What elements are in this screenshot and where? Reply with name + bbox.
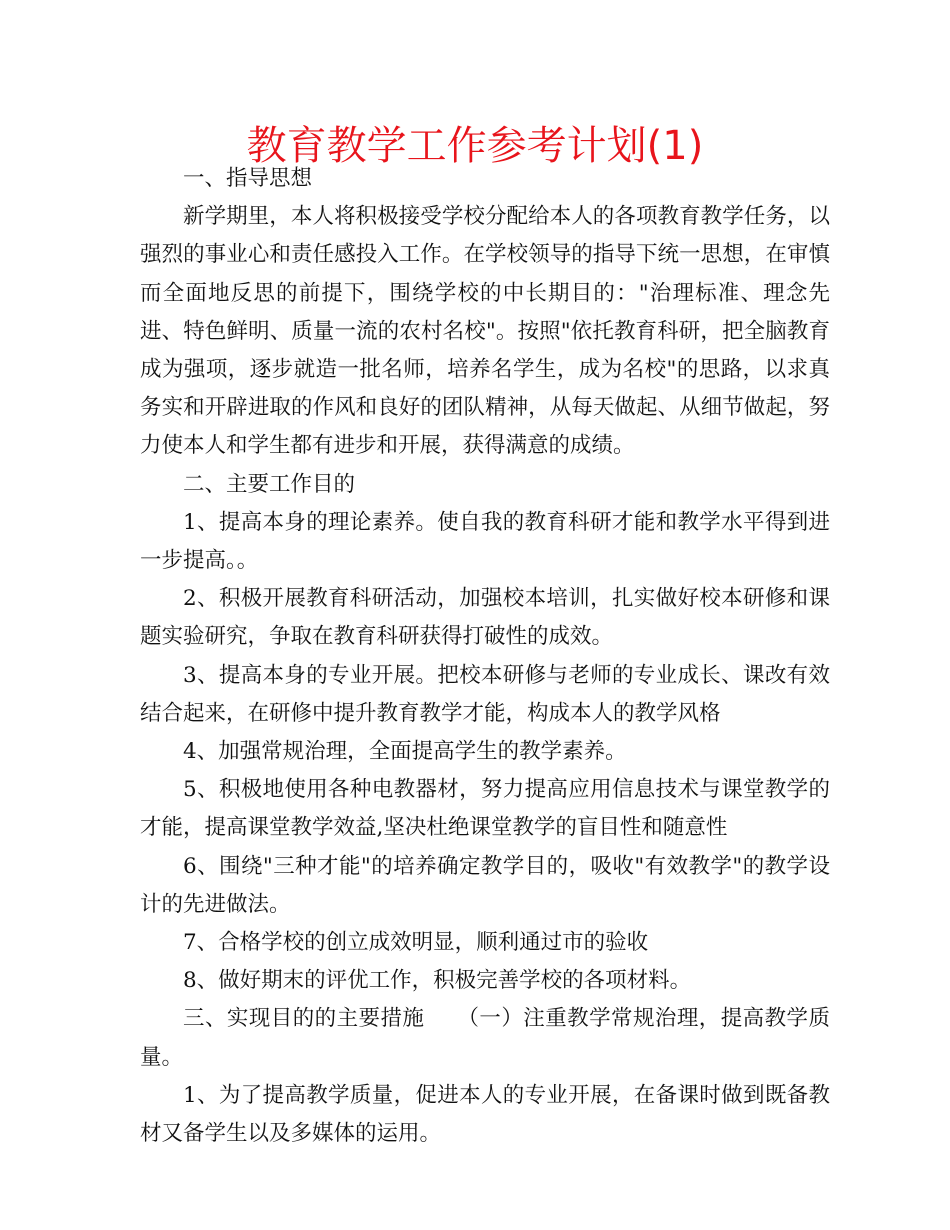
document-title: 教育教学工作参考计划(1) (246, 123, 704, 169)
section-heading-main-goals: 二、主要工作目的 (183, 471, 356, 497)
measure-item: 1、为了提高教学质量，促进本人的专业开展，在备课时做到既备教材又备学生以及多媒体的运用。 (140, 1082, 830, 1147)
goal-item: 2、积极开展教育科研活动，加强校本培训，扎实做好校本研修和课题实验研究，争取在教育科研获得打破性的成效。 (140, 586, 830, 650)
goal-item: 4、加强常规治理，全面提高学生的教学素养。 (183, 739, 627, 765)
goal-item: 1、提高本身的理论素养。使自我的教育科研才能和教学水平得到进一步提高。。 (140, 509, 830, 574)
goal-item: 6、围绕"三种才能"的培养确定教学目的，吸收"有效教学"的教学设计的先进做法。 (140, 853, 830, 917)
goal-item: 7、合格学校的创立成效明显，顺利通过市的验收 (183, 930, 649, 956)
document-body (140, 160, 830, 1153)
section-heading-measures: 三、实现目的的主要措施 （一）注重教学常规治理，提高教学质量。 (140, 1006, 830, 1070)
section-heading-guiding-thought: 一、指导思想 (183, 166, 313, 191)
paragraph: 新学期里，本人将积极接受学校分配给本人的各项教育教学任务，以强烈的事业心和责任感投入工作。在学校领导的指导下统一思想，在审慎而全面地反思的前提下，围绕学校的中长期目的："治理标准、理念先进、特色鲜明、质量一流的农村名校"。按照"依托教育科研，把全脑教育成为强项，逐步就造一批名师，培养名学生，成为名校"的思路，以求真务实和开辟进取的作风和良好的团队精神，从每天做起、从细节做起，努力使本人和学生都有进步和开展，获得满意的成绩。 (140, 204, 830, 459)
goal-item: 3、提高本身的专业开展。把校本研修与老师的专业成长、课改有效结合起来，在研修中提升教育教学才能，构成本人的教学风格 (140, 662, 830, 726)
goal-item: 5、积极地使用各种电教器材，努力提高应用信息技术与课堂教学的才能，提高课堂教学效益,坚决杜绝课堂教学的盲目性和随意性 (140, 777, 830, 841)
goal-item: 8、做好期末的评优工作，积极完善学校的各项材料。 (183, 968, 692, 994)
